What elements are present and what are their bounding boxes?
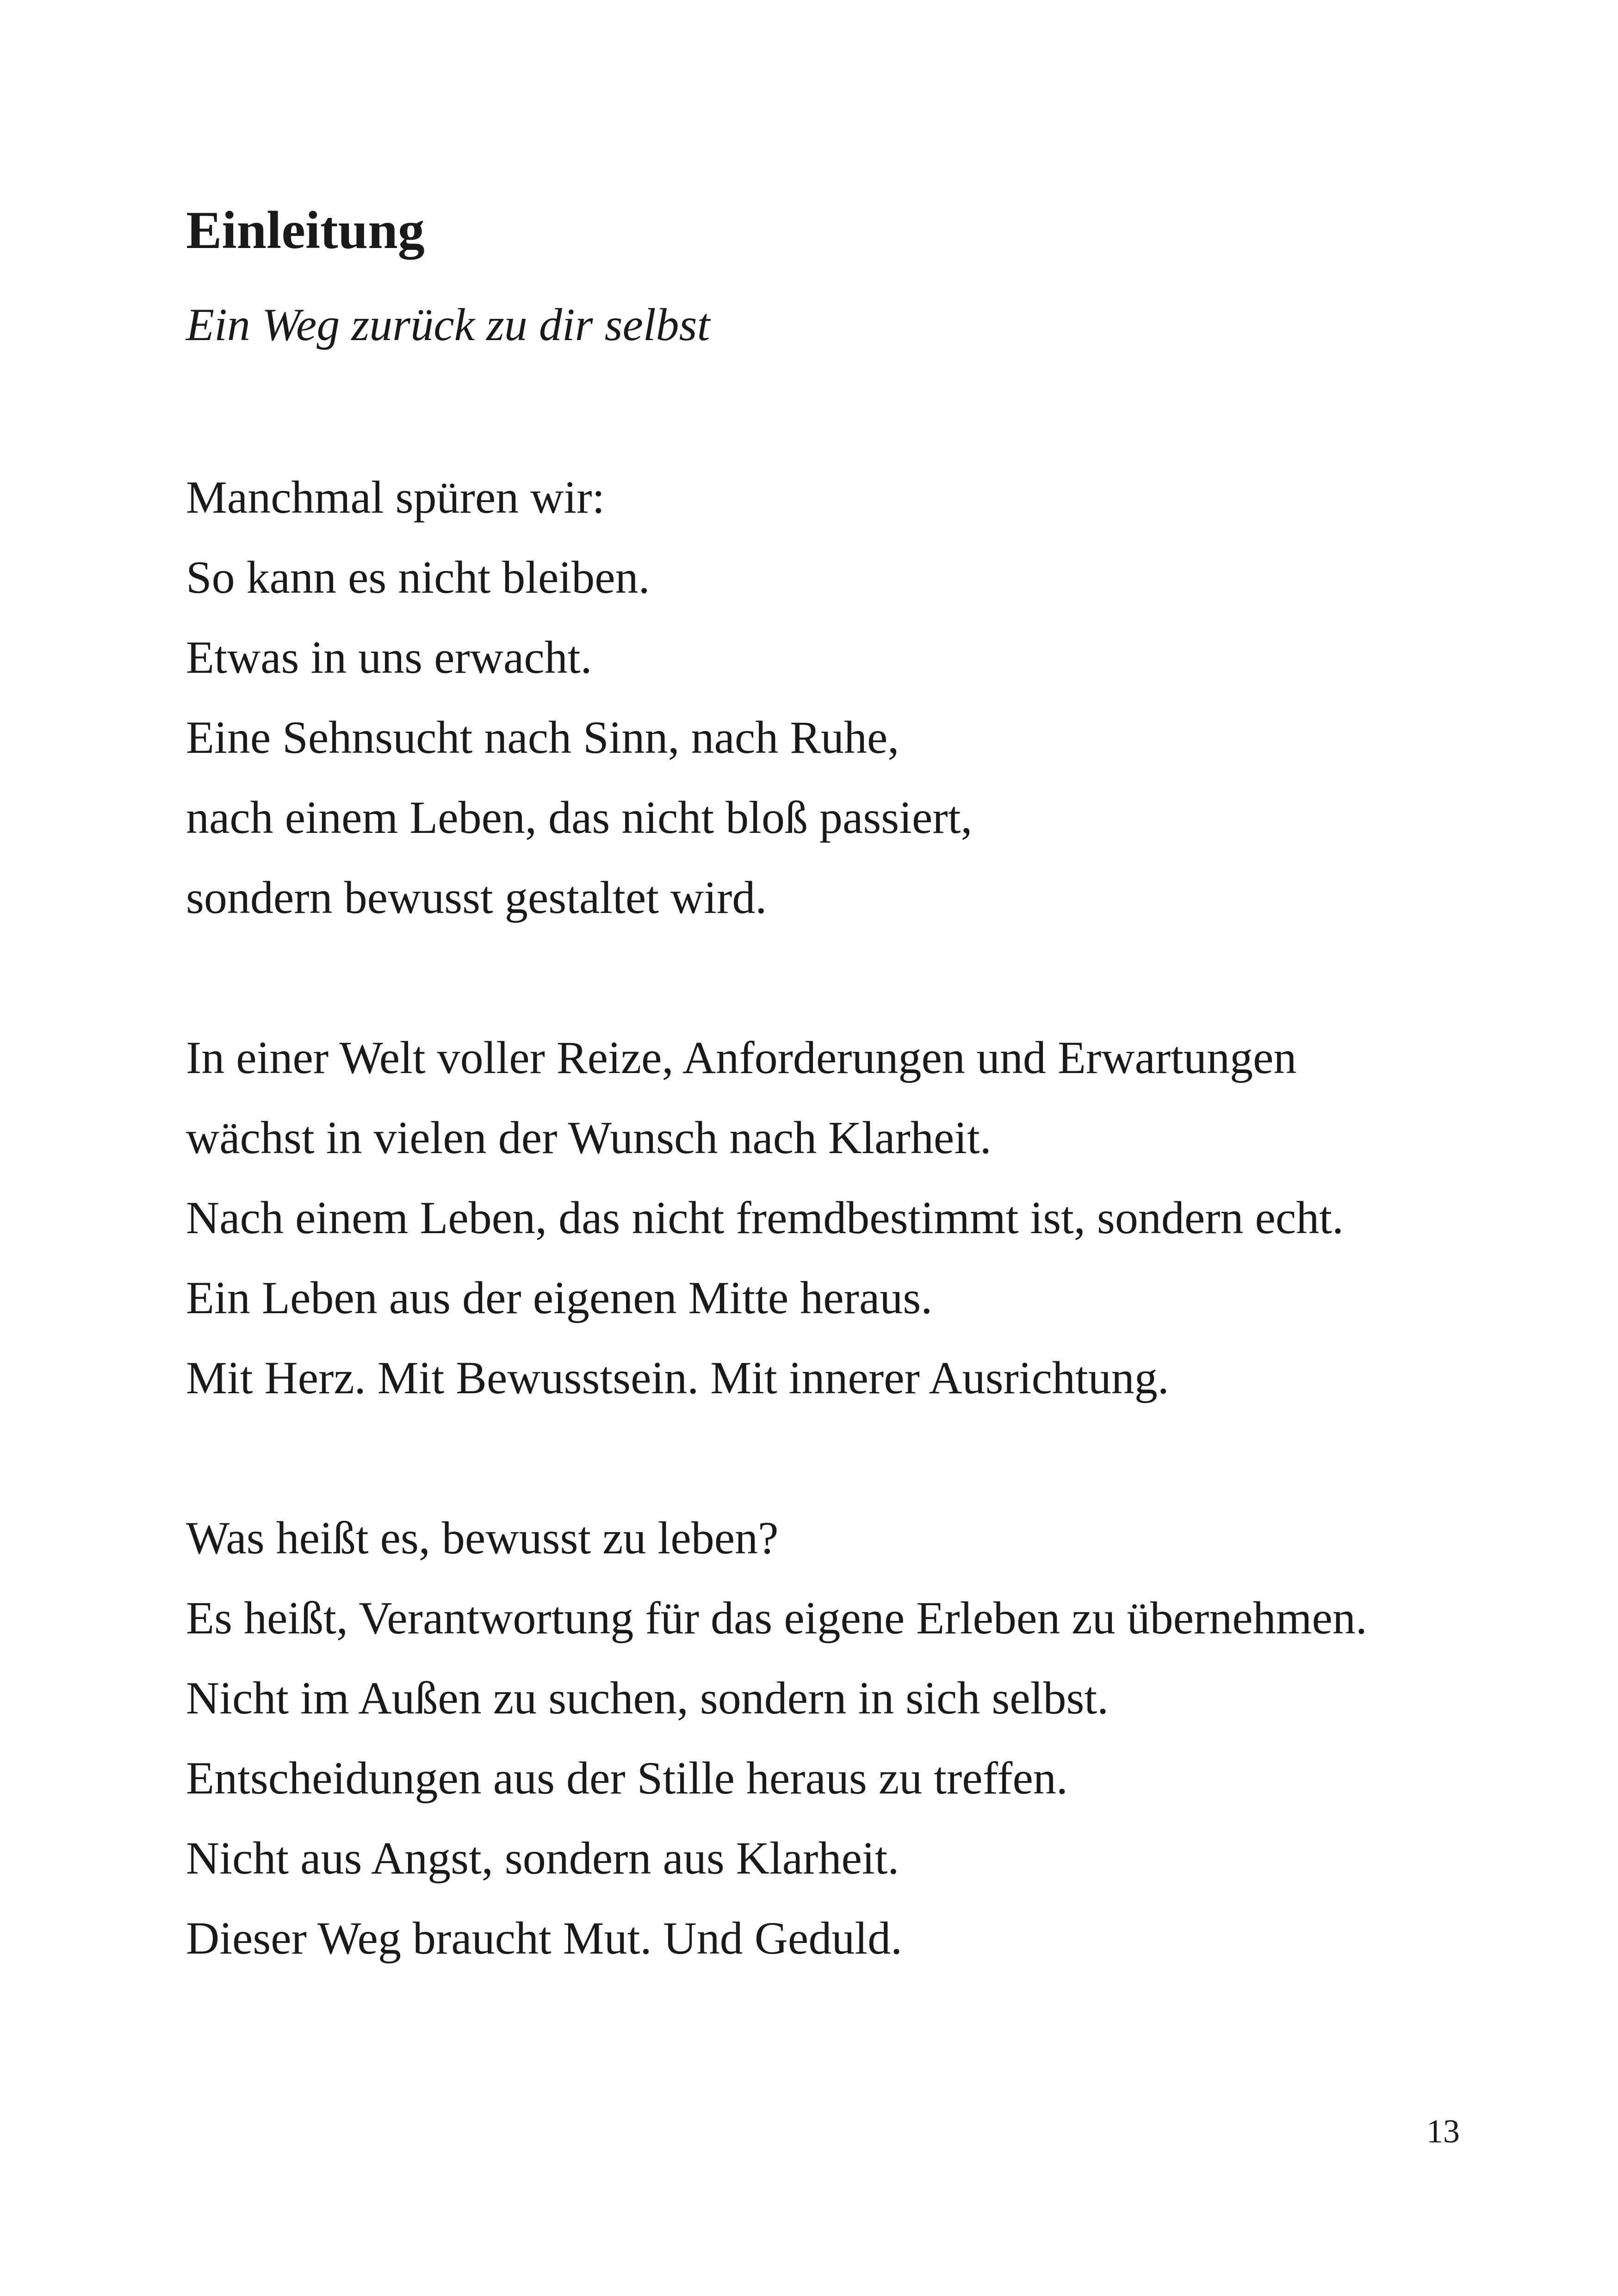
text-line: Manchmal spüren wir: bbox=[186, 472, 605, 523]
text-line: Nicht aus Angst, sondern aus Klarheit. bbox=[186, 1832, 899, 1884]
text-line: sondern bewusst gestaltet wird. bbox=[186, 872, 767, 923]
text-line: Nicht im Außen zu suchen, sondern in sich selbst. bbox=[186, 1672, 1109, 1724]
paragraph-2 bbox=[186, 1018, 1574, 1418]
text-line: Ein Leben aus der eigenen Mitte heraus. bbox=[186, 1272, 933, 1323]
text-line: Eine Sehnsucht nach Sinn, nach Ruhe, bbox=[186, 712, 899, 763]
body-text bbox=[186, 457, 1574, 2058]
text-line: Dieser Weg braucht Mut. Und Geduld. bbox=[186, 1912, 903, 1964]
text-line: Entscheidungen aus der Stille heraus zu treffen. bbox=[186, 1752, 1068, 1804]
paragraph-3 bbox=[186, 1498, 1574, 1978]
paragraph-1 bbox=[186, 457, 1574, 937]
text-line: Es heißt, Verantwortung für das eigene Erleben zu übernehmen. bbox=[186, 1592, 1367, 1644]
chapter-subtitle: Ein Weg zurück zu dir selbst bbox=[186, 299, 710, 350]
text-line: So kann es nicht bleiben. bbox=[186, 552, 650, 603]
text-line: In einer Welt voller Reize, Anforderungen und Erwartungen bbox=[186, 1032, 1297, 1083]
text-line: Was heißt es, bewusst zu leben? bbox=[186, 1512, 779, 1564]
text-line: Etwas in uns erwacht. bbox=[186, 632, 592, 683]
chapter-heading: Einleitung bbox=[186, 201, 425, 260]
page-number: 13 bbox=[1426, 2113, 1460, 2150]
text-line: nach einem Leben, das nicht bloß passiert, bbox=[186, 792, 973, 843]
text-line: Mit Herz. Mit Bewusstsein. Mit innerer Ausrichtung. bbox=[186, 1352, 1169, 1403]
text-line: wächst in vielen der Wunsch nach Klarheit. bbox=[186, 1112, 992, 1163]
text-line: Nach einem Leben, das nicht fremdbestimmt ist, sondern echt. bbox=[186, 1192, 1344, 1243]
